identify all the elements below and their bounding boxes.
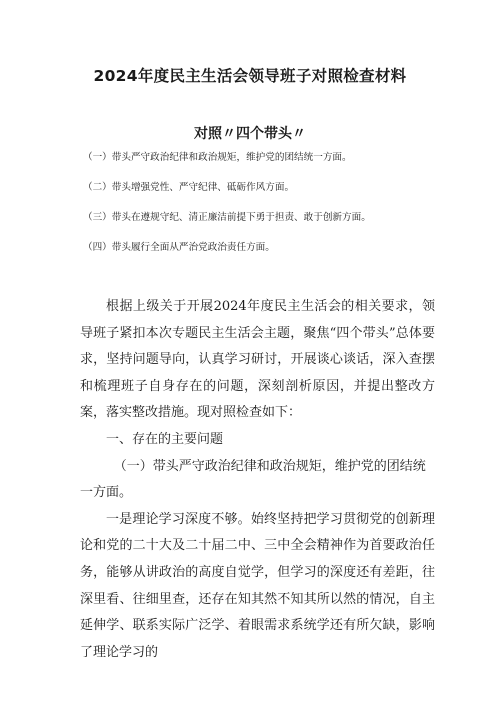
intro-paragraph: 根据上级关于开展2024年度民主生活会的相关要求，领导班子紧扣本次专题民主生活会主题，聚焦“四个带头”总体要求，坚持问题导向，认真学习研讨，开展谈心谈话，深入查摆和梳理班子自身存在的问题，深刻剖析原因，并提出整改方案，落实整改措施。现对照检查如下： <box>80 299 435 421</box>
outline-list <box>83 151 473 271</box>
paragraph-theory-study: 一是理论学习深度不够。始终坚持把学习贯彻党的创新理论和党的二十大及二十届二中、三中全会精神作为首要政治任务，能够从讲政治的高度自觉学，但学习的深度还有差距，往深里看、往细里查，还存在知其然不知其所以然的情况，自主延伸学、联系实际广泛学、着眼需求系统学还有所欠缺，影响了理论学习的 <box>80 511 435 660</box>
heading-subsection-1: （一）带头严守政治纪律和政治规矩，维护党的团结统一方面。 <box>80 458 426 501</box>
body-text <box>80 294 435 666</box>
heading-problems: 一、存在的主要问题 <box>106 431 224 447</box>
outline-item: （四）带头履行全面从严治党政治责任方面。 <box>83 242 275 253</box>
section-heading: 对照〃四个带头〃 <box>194 126 306 142</box>
outline-item: （一）带头严守政治纪律和政治规矩，维护党的团结统一方面。 <box>83 152 352 163</box>
document-title: 2024年度民主生活会领导班子对照检查材料 <box>93 67 407 85</box>
outline-item: （二）带头增强党性、严守纪律、砥砺作风方面。 <box>83 182 295 193</box>
outline-item: （三）带头在遵规守纪、清正廉洁前提下勇于担责、敢于创新方面。 <box>83 212 371 223</box>
